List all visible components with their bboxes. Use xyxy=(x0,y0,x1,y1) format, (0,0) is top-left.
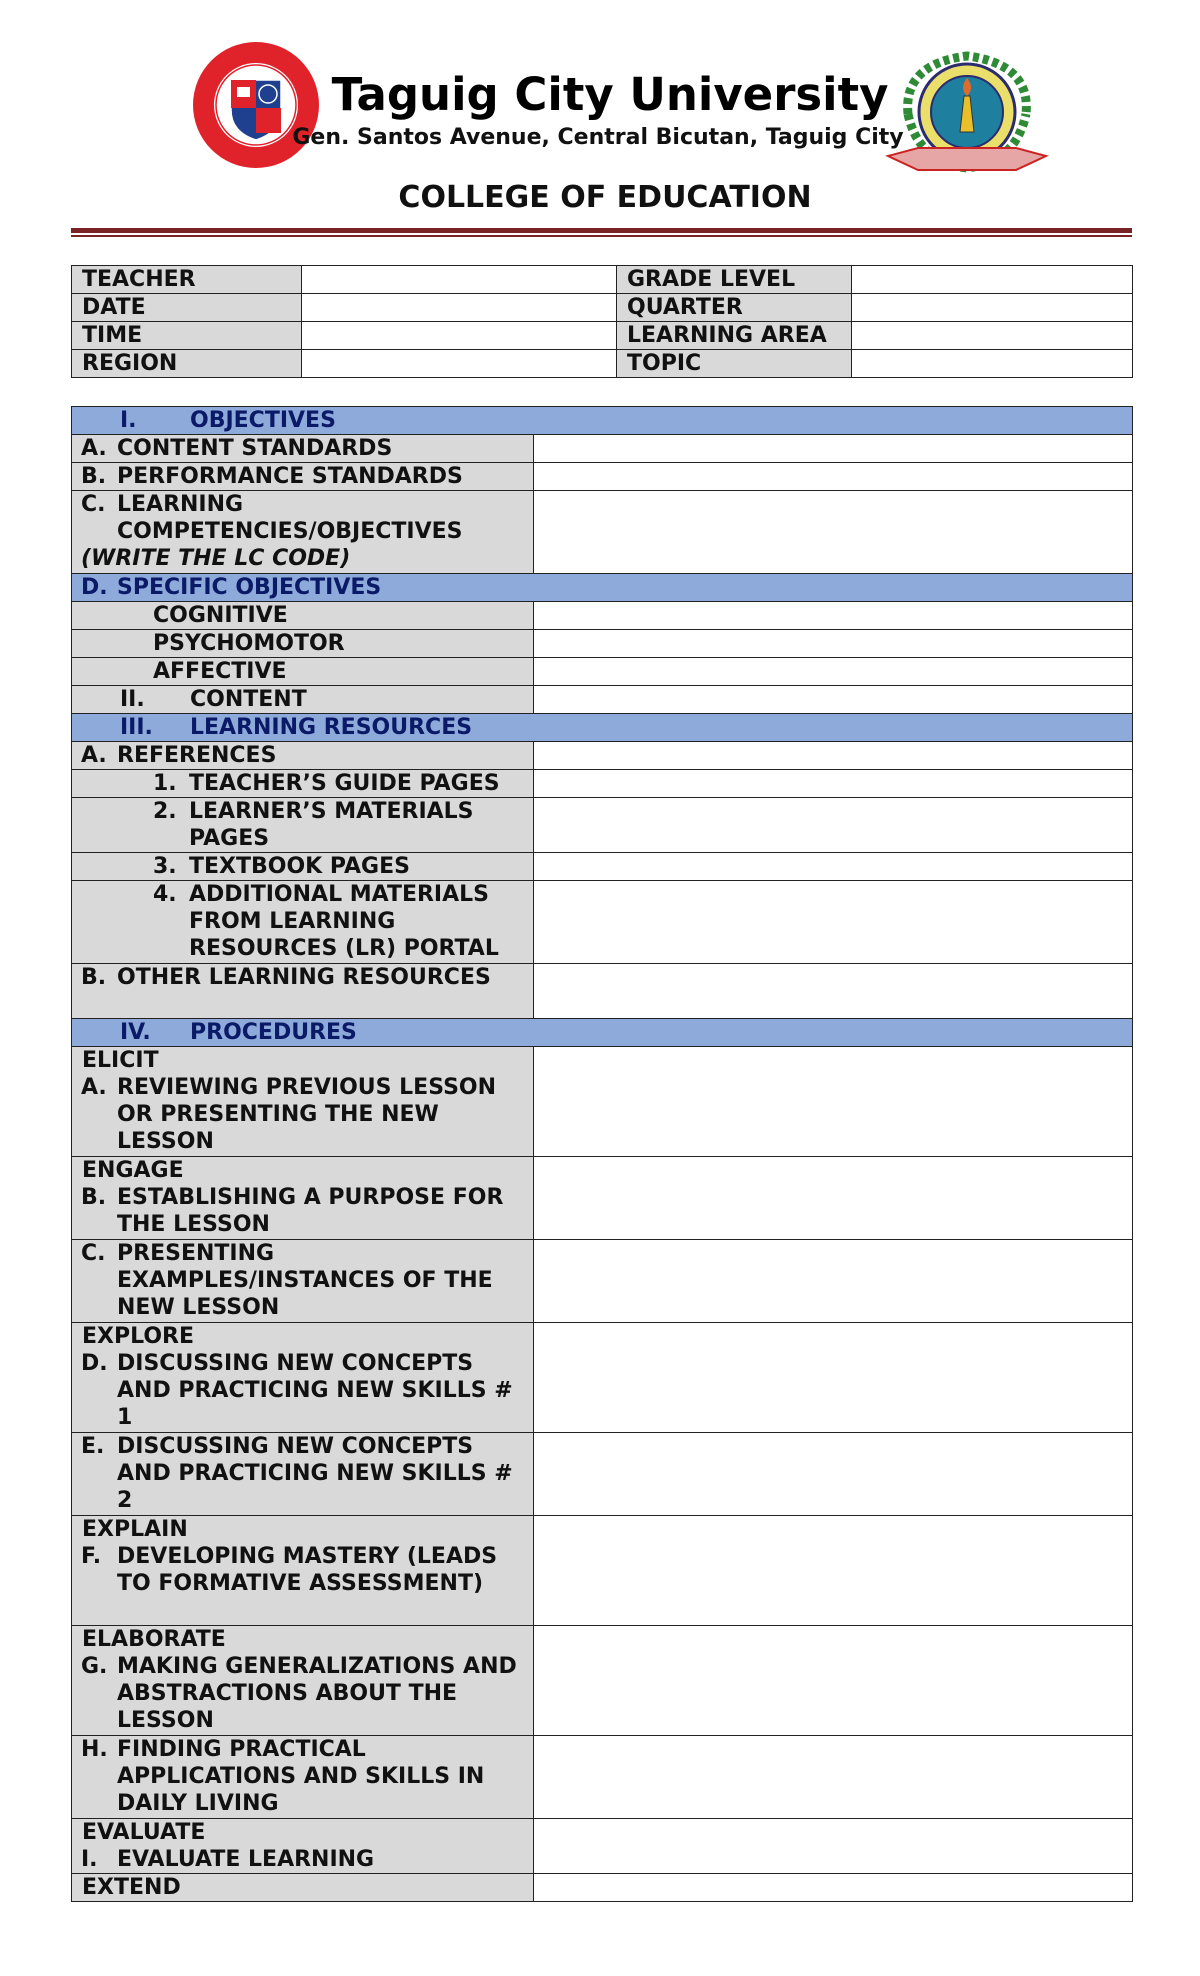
university-name: Taguig City University xyxy=(331,68,889,121)
table-row xyxy=(72,491,1133,574)
grade-level-label: GRADE LEVEL xyxy=(617,266,852,294)
table-row xyxy=(72,853,1133,881)
table-row xyxy=(72,1157,1133,1240)
affective-label: AFFECTIVE xyxy=(72,658,534,686)
table-row xyxy=(72,798,1133,853)
other-resources-label: B. OTHER LEARNING RESOURCES xyxy=(72,964,534,1019)
table-row xyxy=(72,463,1133,491)
lesson-plan-table xyxy=(71,406,1133,1902)
elaborate-application-label: H. FINDING PRACTICAL APPLICATIONS AND SKILLS IN DAILY LIVING xyxy=(72,1736,534,1819)
info-row xyxy=(72,322,1133,350)
explore-2-field[interactable] xyxy=(534,1433,1133,1516)
header-rule xyxy=(71,228,1132,233)
topic-label: TOPIC xyxy=(617,350,852,378)
additional-materials-label: 4. ADDITIONAL MATERIALS FROM LEARNING RESOURCES (LR) PORTAL xyxy=(72,881,534,964)
region-field[interactable] xyxy=(302,350,617,378)
lesson-info-table xyxy=(71,265,1133,378)
engage-examples-field[interactable] xyxy=(534,1240,1133,1323)
elicit-field[interactable] xyxy=(534,1047,1133,1157)
performance-standards-label: B. PERFORMANCE STANDARDS xyxy=(72,463,534,491)
learning-resources-header: III. LEARNING RESOURCES xyxy=(72,714,1133,742)
table-row xyxy=(72,964,1133,1019)
university-address: Gen. Santos Avenue, Central Bicutan, Taguig City xyxy=(292,125,904,150)
table-row xyxy=(72,1874,1133,1902)
table-row xyxy=(72,1240,1133,1323)
info-row xyxy=(72,294,1133,322)
engage-examples-label: C. PRESENTING EXAMPLES/INSTANCES OF THE NEW LESSON xyxy=(72,1240,534,1323)
elicit-label: ELICIT A. REVIEWING PREVIOUS LESSON OR PRESENTING THE NEW LESSON xyxy=(72,1047,534,1157)
textbook-field[interactable] xyxy=(534,853,1133,881)
quarter-label: QUARTER xyxy=(617,294,852,322)
table-row xyxy=(72,1736,1133,1819)
learning-area-field[interactable] xyxy=(852,322,1133,350)
subsection-header xyxy=(72,574,1133,602)
info-row xyxy=(72,350,1133,378)
region-label: REGION xyxy=(72,350,302,378)
content-standards-label: A. CONTENT STANDARDS xyxy=(72,435,534,463)
table-row xyxy=(72,770,1133,798)
other-resources-field[interactable] xyxy=(534,964,1133,1019)
explain-label: EXPLAIN F. DEVELOPING MASTERY (LEADS TO FORMATIVE ASSESSMENT) xyxy=(72,1516,534,1626)
teachers-guide-label: 1. TEACHER’S GUIDE PAGES xyxy=(72,770,534,798)
performance-standards-field[interactable] xyxy=(534,463,1133,491)
date-field[interactable] xyxy=(302,294,617,322)
references-label: A. REFERENCES xyxy=(72,742,534,770)
cognitive-field[interactable] xyxy=(534,602,1133,630)
psychomotor-field[interactable] xyxy=(534,630,1133,658)
procedures-header: IV. PROCEDURES xyxy=(72,1019,1133,1047)
section-header xyxy=(72,1019,1133,1047)
textbook-label: 3. TEXTBOOK PAGES xyxy=(72,853,534,881)
quarter-field[interactable] xyxy=(852,294,1133,322)
teachers-guide-field[interactable] xyxy=(534,770,1133,798)
affective-field[interactable] xyxy=(534,658,1133,686)
additional-materials-field[interactable] xyxy=(534,881,1133,964)
elaborate-generalization-label: ELABORATE G. MAKING GENERALIZATIONS AND ABSTRACTIONS ABOUT THE LESSON xyxy=(72,1626,534,1736)
table-row xyxy=(72,1433,1133,1516)
section-header xyxy=(72,407,1133,435)
table-row xyxy=(72,1323,1133,1433)
learning-competencies-field[interactable] xyxy=(534,491,1133,574)
explore-1-label: EXPLORE D. DISCUSSING NEW CONCEPTS AND PRACTICING NEW SKILLS # 1 xyxy=(72,1323,534,1433)
table-row xyxy=(72,602,1133,630)
table-row xyxy=(72,435,1133,463)
table-row xyxy=(72,630,1133,658)
explain-field[interactable] xyxy=(534,1516,1133,1626)
explore-1-field[interactable] xyxy=(534,1323,1133,1433)
table-row xyxy=(72,1626,1133,1736)
objectives-header: I. OBJECTIVES xyxy=(72,407,1133,435)
cognitive-label: COGNITIVE xyxy=(72,602,534,630)
date-label: DATE xyxy=(72,294,302,322)
references-field[interactable] xyxy=(534,742,1133,770)
section-header xyxy=(72,714,1133,742)
time-label: TIME xyxy=(72,322,302,350)
table-row xyxy=(72,1819,1133,1874)
table-row xyxy=(72,658,1133,686)
learning-area-label: LEARNING AREA xyxy=(617,322,852,350)
elaborate-generalization-field[interactable] xyxy=(534,1626,1133,1736)
elaborate-application-field[interactable] xyxy=(534,1736,1133,1819)
specific-objectives-header: D. SPECIFIC OBJECTIVES xyxy=(72,574,1133,602)
engage-purpose-label: ENGAGE B. ESTABLISHING A PURPOSE FOR THE LESSON xyxy=(72,1157,534,1240)
grade-level-field[interactable] xyxy=(852,266,1133,294)
psychomotor-label: PSYCHOMOTOR xyxy=(72,630,534,658)
table-row xyxy=(72,686,1133,714)
info-row xyxy=(72,266,1133,294)
evaluate-field[interactable] xyxy=(534,1819,1133,1874)
extend-label: EXTEND xyxy=(72,1874,534,1902)
learners-materials-label: 2. LEARNER’S MATERIALS PAGES xyxy=(72,798,534,853)
table-row xyxy=(72,1516,1133,1626)
learners-materials-field[interactable] xyxy=(534,798,1133,853)
header-rule-thin xyxy=(71,235,1132,237)
extend-field[interactable] xyxy=(534,1874,1133,1902)
explore-2-label: E. DISCUSSING NEW CONCEPTS AND PRACTICING NEW SKILLS # 2 xyxy=(72,1433,534,1516)
engage-purpose-field[interactable] xyxy=(534,1157,1133,1240)
content-field[interactable] xyxy=(534,686,1133,714)
teacher-field[interactable] xyxy=(302,266,617,294)
table-row xyxy=(72,881,1133,964)
evaluate-label: EVALUATE I. EVALUATE LEARNING xyxy=(72,1819,534,1874)
time-field[interactable] xyxy=(302,322,617,350)
college-title: COLLEGE OF EDUCATION xyxy=(398,180,812,215)
table-row xyxy=(72,1047,1133,1157)
teacher-label: TEACHER xyxy=(72,266,302,294)
table-row xyxy=(72,742,1133,770)
learning-competencies-label: C. LEARNING COMPETENCIES/OBJECTIVES (WRITE THE LC CODE) xyxy=(72,491,534,574)
content-label: II. CONTENT xyxy=(72,686,534,714)
topic-field[interactable] xyxy=(852,350,1133,378)
content-standards-field[interactable] xyxy=(534,435,1133,463)
